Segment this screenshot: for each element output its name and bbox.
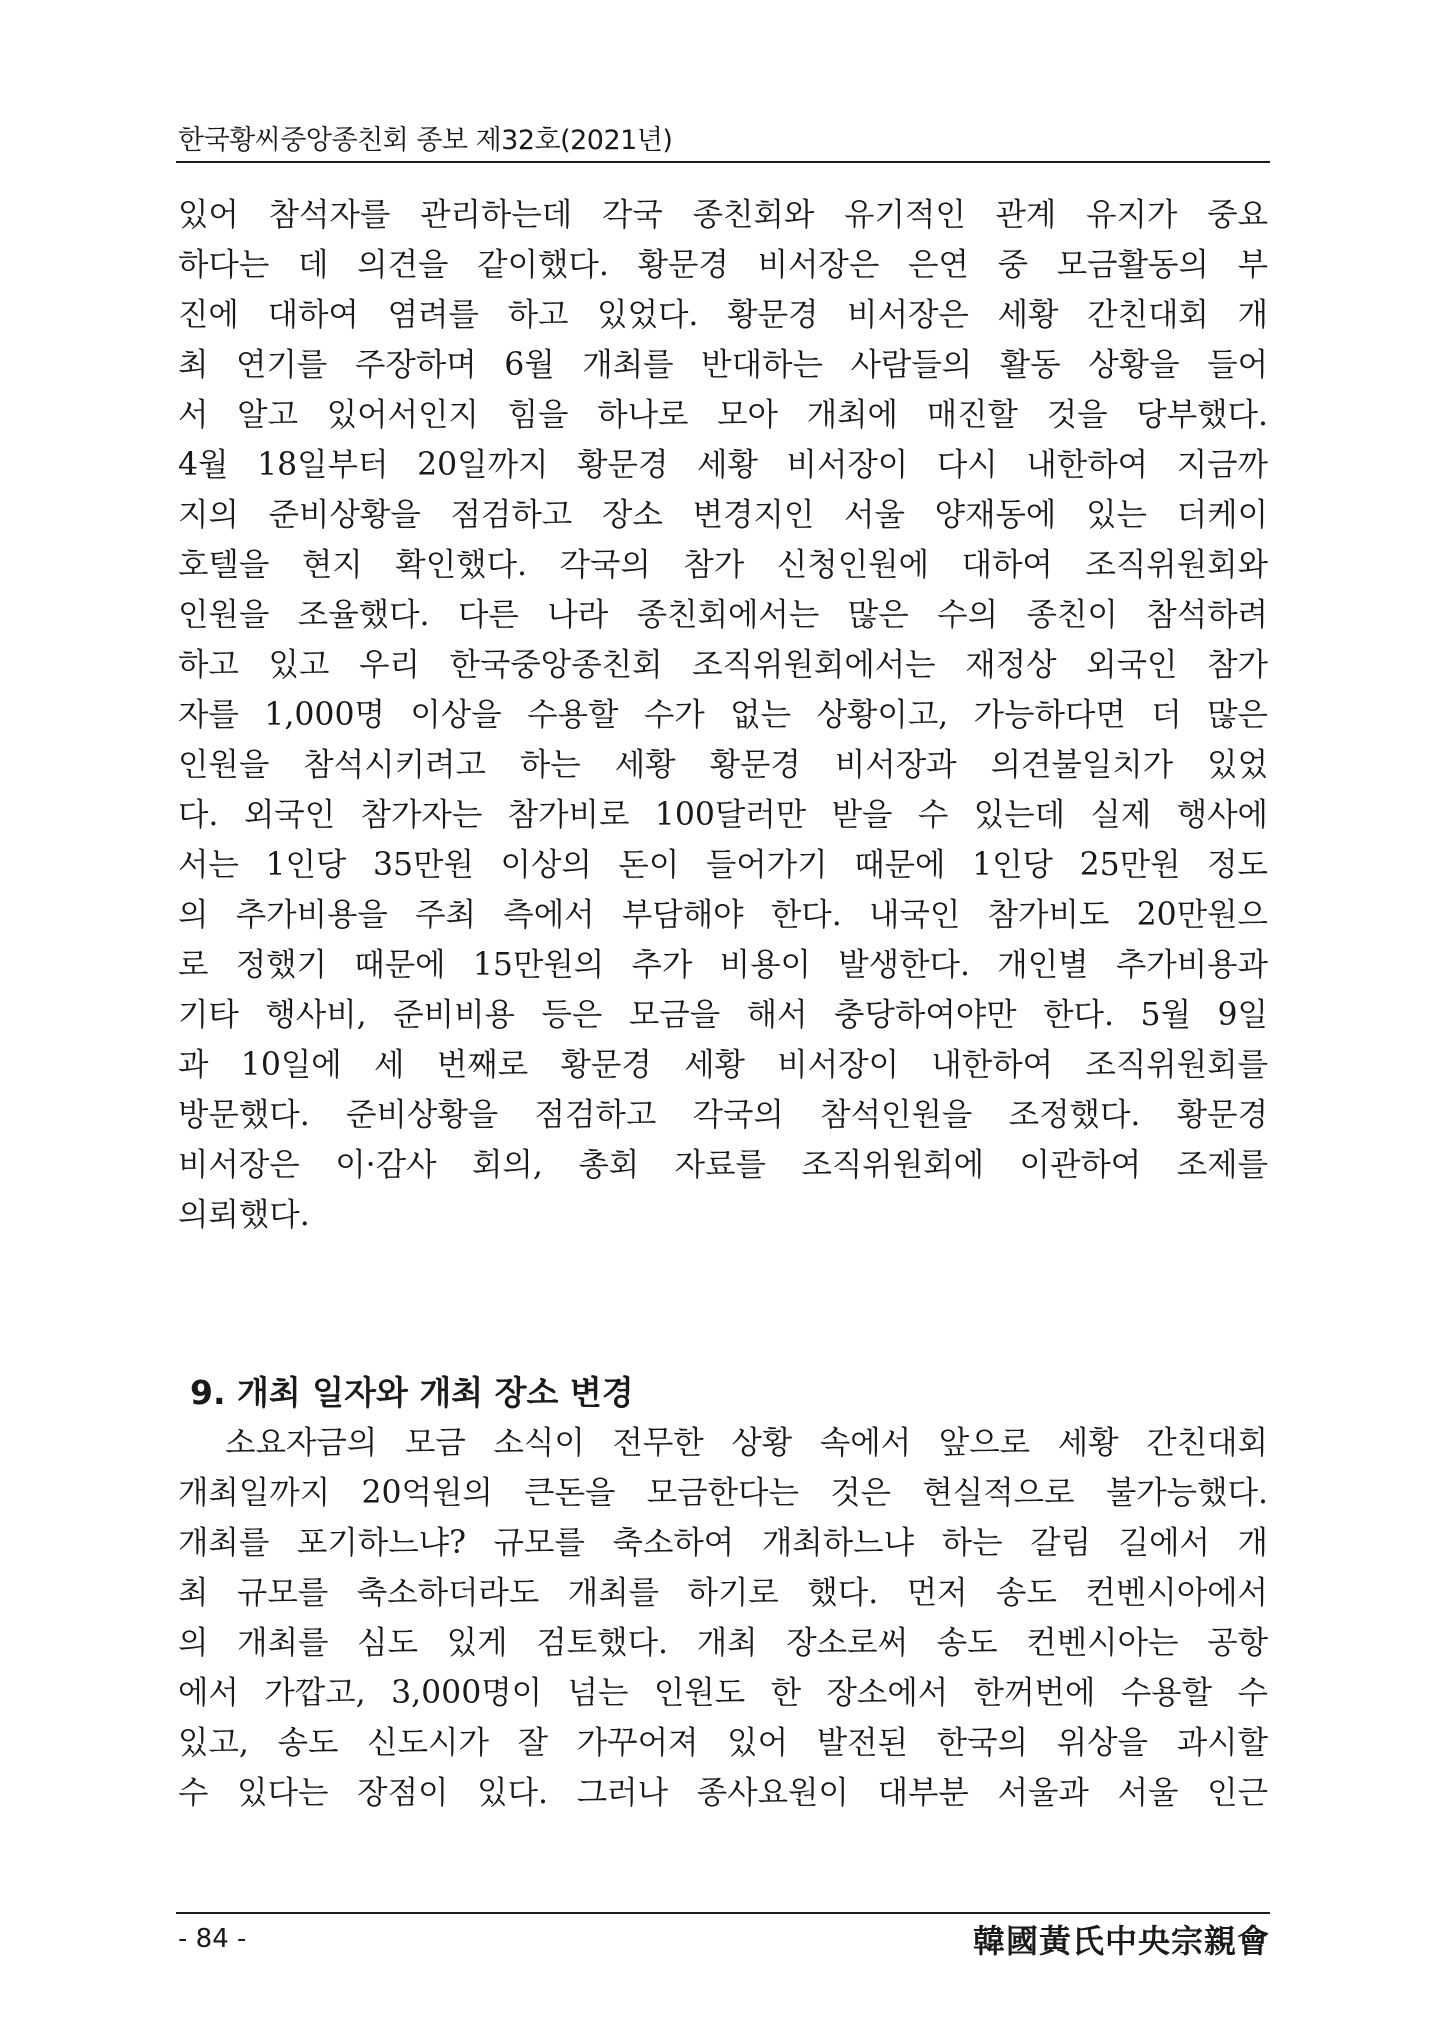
text-line: 기타 행사비, 준비비용 등은 모금을 해서 충당하여야만 한다. 5월 9일 (178, 997, 1268, 1033)
text-line: 있어 참석자를 관리하는데 각국 종친회와 유기적인 관계 유지가 중요 (178, 197, 1268, 233)
text-line: 소요자금의 모금 소식이 전무한 상황 속에서 앞으로 세황 간친대회 (178, 1425, 1268, 1461)
section-heading: 9. 개최 일자와 개최 장소 변경 (190, 1373, 634, 1412)
text-line: 의 추가비용을 주최 측에서 부담해야 한다. 내국인 참가비도 20만원으 (178, 897, 1268, 933)
text-line: 방문했다. 준비상황을 점검하고 각국의 참석인원을 조정했다. 황문경 (178, 1097, 1268, 1133)
text-line: 개최를 포기하느냐? 규모를 축소하여 개최하느냐 하는 갈림 길에서 개 (178, 1525, 1268, 1561)
text-line: 하다는 데 의견을 같이했다. 황문경 비서장은 은연 중 모금활동의 부 (178, 247, 1268, 283)
text-line: 지의 준비상황을 점검하고 장소 변경지인 서울 양재동에 있는 더케이 (178, 497, 1268, 533)
text-line: 호텔을 현지 확인했다. 각국의 참가 신청인원에 대하여 조직위원회와 (178, 547, 1268, 583)
text-line: 4월 18일부터 20일까지 황문경 세황 비서장이 다시 내한하여 지금까 (178, 447, 1268, 483)
text-line: 인원을 조율했다. 다른 나라 종친회에서는 많은 수의 종친이 참석하려 (178, 597, 1268, 633)
text-line: 다. 외국인 참가자는 참가비로 100달러만 받을 수 있는데 실제 행사에 (178, 797, 1268, 833)
text-line: 로 정했기 때문에 15만원의 추가 비용이 발생한다. 개인별 추가비용과 (178, 947, 1268, 983)
text-line: 인원을 참석시키려고 하는 세황 황문경 비서장과 의견불일치가 있었 (178, 747, 1268, 783)
text-line: 진에 대하여 염려를 하고 있었다. 황문경 비서장은 세황 간친대회 개 (178, 297, 1268, 333)
text-line: 자를 1,000명 이상을 수용할 수가 없는 상황이고, 가능하다면 더 많은 (178, 697, 1268, 733)
running-head-title: 한국황씨중앙종친회 종보 제32호(2021년) (178, 125, 673, 156)
text-line: 서 알고 있어서인지 힘을 하나로 모아 개최에 매진할 것을 당부했다. (178, 397, 1268, 433)
header-rule (176, 161, 1270, 163)
text-line: 의 개최를 심도 있게 검토했다. 개최 장소로써 송도 컨벤시아는 공항 (178, 1625, 1268, 1661)
text-line: 비서장은 이·감사 회의, 총회 자료를 조직위원회에 이관하여 조제를 (178, 1147, 1268, 1183)
text-line: 최 규모를 축소하더라도 개최를 하기로 했다. 먼저 송도 컨벤시아에서 (178, 1575, 1268, 1611)
text-line: 서는 1인당 35만원 이상의 돈이 들어가기 때문에 1인당 25만원 정도 (178, 847, 1268, 883)
footer-rule (176, 1912, 1270, 1914)
text-line: 에서 가깝고, 3,000명이 넘는 인원도 한 장소에서 한꺼번에 수용할 수 (178, 1675, 1268, 1711)
text-line: 최 연기를 주장하며 6월 개최를 반대하는 사람들의 활동 상황을 들어 (178, 347, 1268, 383)
body-paragraph-1 (178, 190, 1268, 1240)
body-paragraph-2 (178, 1418, 1268, 1818)
text-line: 의뢰했다. (178, 1197, 310, 1233)
text-line: 개최일까지 20억원의 큰돈을 모금한다는 것은 현실적으로 불가능했다. (178, 1475, 1268, 1511)
text-line: 하고 있고 우리 한국중앙종친회 조직위원회에서는 재정상 외국인 참가 (178, 647, 1268, 683)
organization-name: 韓國黃氏中央宗親會 (972, 1922, 1270, 1960)
text-line: 과 10일에 세 번째로 황문경 세황 비서장이 내한하여 조직위원회를 (178, 1047, 1268, 1083)
text-line: 수 있다는 장점이 있다. 그러나 종사요원이 대부분 서울과 서울 인근 (178, 1775, 1268, 1811)
text-line: 있고, 송도 신도시가 잘 가꾸어져 있어 발전된 한국의 위상을 과시할 (178, 1725, 1268, 1761)
page-number: - 84 - (178, 1924, 247, 1954)
